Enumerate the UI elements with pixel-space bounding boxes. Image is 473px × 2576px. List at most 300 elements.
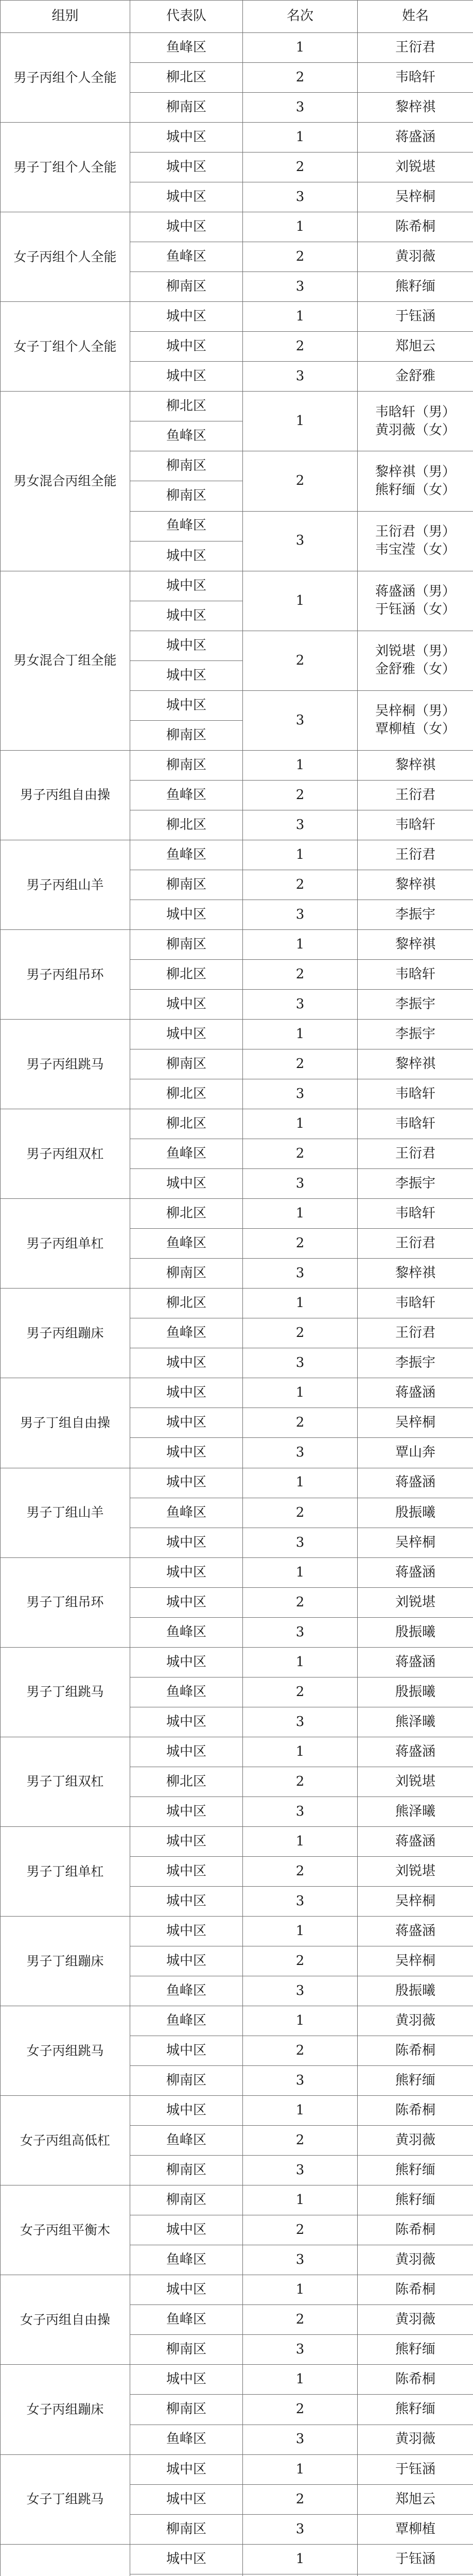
rank-cell: 3 [243,900,358,929]
team-cell: 城中区 [130,1528,243,1557]
athlete-name: 陈希桐 [395,2371,435,2387]
header-team: 代表队 [130,1,243,33]
rank-cell: 1 [243,2365,358,2395]
athlete-name: 陈希桐 [395,2222,435,2238]
rank-cell: 1 [243,929,358,959]
name-cell [358,2365,473,2395]
group-name: 男子丁组山羊 [1,1468,130,1557]
rank-cell: 3 [243,1079,358,1109]
athlete-name: 覃柳植 [395,2521,435,2537]
team-cell: 城中区 [130,1856,243,1886]
athlete-name: 王衍君 [395,39,435,55]
team-cell: 鱼峰区 [130,1139,243,1169]
athlete-name: 陈希桐 [395,2103,435,2119]
team-cell: 城中区 [130,1916,243,1946]
rank-cell: 1 [243,571,358,631]
rank-cell: 3 [243,690,358,750]
athlete-name: 黄羽薇 [395,2252,435,2268]
athlete-name: 韦宝滢（女） [375,542,456,558]
team-cell: 柳南区 [130,750,243,780]
name-cell [358,511,473,571]
team-cell: 柳北区 [130,63,243,93]
athlete-name: 蒋盛涵 [395,1654,435,1670]
team-cell: 鱼峰区 [130,1229,243,1259]
rank-cell: 2 [243,1677,358,1707]
rank-cell: 1 [243,1557,358,1587]
team-cell: 鱼峰区 [130,2425,243,2454]
rank-cell: 1 [243,2185,358,2215]
name-cell [358,631,473,690]
table-body [1,33,473,2576]
name-cell [358,929,473,959]
name-cell [358,1139,473,1169]
rank-cell: 3 [243,1886,358,1916]
table-row [1,840,473,870]
athlete-name: 于钰涵 [395,2461,435,2477]
rank-cell: 2 [243,959,358,989]
athlete-name: 刘锐堪 [395,1773,435,1789]
name-cell [358,571,473,631]
name-cell [358,1109,473,1139]
team-cell: 城中区 [130,1468,243,1498]
rank-cell: 2 [243,1498,358,1528]
team-cell: 柳南区 [130,451,243,481]
team-cell: 柳南区 [130,929,243,959]
name-cell [358,1408,473,1438]
rank-cell: 3 [243,511,358,571]
name-cell [358,392,473,451]
athlete-name: 王衍君 [395,787,435,803]
name-cell [358,332,473,362]
rank-cell: 2 [243,1587,358,1617]
group-name: 男子丙组跳马 [1,1020,130,1109]
name-cell [358,1856,473,1886]
team-cell: 城中区 [130,1707,243,1737]
team-cell: 城中区 [130,2544,243,2574]
name-cell [358,451,473,511]
group-name: 男子丁组自由操 [1,1378,130,1468]
header-row [1,1,473,33]
name-cell [358,123,473,152]
team-cell: 城中区 [130,1378,243,1408]
name-cell [358,2335,473,2365]
table-row [1,929,473,959]
athlete-name: 蒋盛涵 [395,1743,435,1759]
team-cell: 城中区 [130,1886,243,1916]
name-cell [358,750,473,780]
athlete-name: 黎梓祺 [395,876,435,892]
athlete-name: 于钰涵 [395,309,435,325]
athlete-name: 韦晗轩 [395,817,435,833]
athlete-name: 黄羽薇 [395,249,435,265]
athlete-name: 黄羽薇 [395,2431,435,2447]
table-row [1,1916,473,1946]
rank-cell: 3 [243,2425,358,2454]
rank-cell: 3 [243,2156,358,2185]
table-row [1,1826,473,1856]
team-cell: 柳南区 [130,1049,243,1079]
group-name: 男子丁组吊环 [1,1557,130,1647]
name-cell [358,870,473,900]
group-name: 女子丙组平衡木 [1,2185,130,2275]
table-row [1,2185,473,2215]
athlete-name: 吴梓桐 [395,1953,435,1969]
rank-cell: 2 [243,2036,358,2066]
athlete-name: 黄羽薇 [395,2132,435,2148]
athlete-name: 黄羽薇 [395,2312,435,2328]
name-cell [358,1677,473,1707]
name-cell [358,2185,473,2215]
athlete-name: 吴梓桐（男） [375,703,456,719]
rank-cell: 3 [243,1707,358,1737]
name-cell [358,2574,473,2576]
table-row [1,2096,473,2126]
table-row [1,212,473,242]
header-name: 姓名 [358,1,473,33]
athlete-name: 殷振曦 [395,1983,435,1998]
athlete-name: 黎梓祺 [395,99,435,115]
name-cell [358,1737,473,1767]
athlete-name: 黎梓祺 [395,757,435,773]
team-cell: 城中区 [130,2484,243,2514]
name-cell [358,1049,473,1079]
rank-cell: 2 [243,870,358,900]
name-cell [358,2395,473,2425]
athlete-name: 韦晗轩 [395,1116,435,1132]
team-cell: 城中区 [130,2036,243,2066]
team-cell: 柳北区 [130,392,243,421]
athlete-name: 韦晗轩 [395,70,435,85]
athlete-name: 郑旭云 [395,2491,435,2507]
team-cell: 柳北区 [130,810,243,840]
team-cell [130,2574,243,2576]
athlete-name: 黎梓祺（男） [375,464,456,480]
team-cell: 柳南区 [130,481,243,511]
athlete-name: 于钰涵（女） [375,602,456,618]
athlete-name: 吴梓桐 [395,1534,435,1550]
group-name: 男子丙组自由操 [1,750,130,840]
athlete-name: 陈希桐 [395,2043,435,2059]
rank-cell: 2 [243,451,358,511]
table-row [1,750,473,780]
table-row [1,1378,473,1408]
rank-cell: 3 [243,1797,358,1826]
name-cell [358,1587,473,1617]
team-cell: 城中区 [130,1587,243,1617]
rank-cell: 2 [243,1139,358,1169]
rank-cell: 2 [243,152,358,182]
group-name: 男子丙组双杠 [1,1109,130,1199]
table-row [1,2006,473,2036]
athlete-name: 熊籽缅 [395,2192,435,2208]
name-cell [358,1916,473,1946]
name-cell [358,1169,473,1199]
rank-cell: 1 [243,1289,358,1318]
team-cell: 柳南区 [130,2156,243,2185]
group-name: 女子丙组高低杠 [1,2096,130,2185]
name-cell [358,1886,473,1916]
athlete-name: 熊籽缅（女） [375,482,456,498]
athlete-name: 韦晗轩（男） [375,404,456,420]
name-cell [358,2514,473,2544]
name-cell [358,1438,473,1468]
name-cell [358,1826,473,1856]
rank-cell: 3 [243,182,358,212]
rank-cell: 2 [243,1767,358,1797]
athlete-name: 韦晗轩 [395,1206,435,1222]
group-name: 男女混合丙组全能 [1,392,130,571]
team-cell: 城中区 [130,1647,243,1677]
rank-cell: 2 [243,2395,358,2425]
athlete-name: 黄羽薇（女） [375,422,456,438]
name-cell [358,1468,473,1498]
team-cell: 城中区 [130,1737,243,1767]
team-cell: 鱼峰区 [130,1677,243,1707]
rank-cell: 2 [243,1946,358,1976]
team-cell: 城中区 [130,302,243,332]
team-cell: 城中区 [130,2275,243,2305]
name-cell [358,1259,473,1289]
name-cell [358,990,473,1020]
name-cell [358,1199,473,1229]
group-name [1,2544,130,2576]
name-cell [358,2096,473,2126]
team-cell: 柳南区 [130,2066,243,2096]
rank-cell: 1 [243,1647,358,1677]
table-row [1,2544,473,2574]
rank-cell [243,2574,358,2576]
athlete-name: 刘锐堪 [395,159,435,175]
table-row [1,1109,473,1139]
name-cell [358,1079,473,1109]
name-cell [358,212,473,242]
rank-cell: 3 [243,362,358,392]
team-cell: 城中区 [130,2096,243,2126]
team-cell: 鱼峰区 [130,2245,243,2275]
name-cell [358,780,473,810]
rank-cell: 3 [243,93,358,123]
team-cell: 柳南区 [130,272,243,302]
athlete-name: 吴梓桐 [395,1415,435,1431]
athlete-name: 韦晗轩 [395,1086,435,1102]
rank-cell: 3 [243,1348,358,1378]
team-cell: 鱼峰区 [130,1498,243,1528]
team-cell: 城中区 [130,660,243,690]
athlete-name: 陈希桐 [395,219,435,235]
table-row [1,1737,473,1767]
team-cell: 鱼峰区 [130,242,243,272]
table-row [1,2365,473,2395]
name-cell [358,152,473,182]
athlete-name: 王衍君（男） [375,523,456,539]
athlete-name: 熊籽缅 [395,2162,435,2178]
team-cell: 城中区 [130,2365,243,2395]
table-row [1,571,473,601]
athlete-name: 熊籽缅 [395,2401,435,2417]
rank-cell: 2 [243,631,358,690]
name-cell [358,2006,473,2036]
table-row [1,2275,473,2305]
team-cell: 鱼峰区 [130,511,243,541]
name-cell [358,1229,473,1259]
athlete-name: 蒋盛涵（男） [375,584,456,599]
group-name: 女子丙组蹦床 [1,2365,130,2454]
team-cell: 城中区 [130,1408,243,1438]
athlete-name: 吴梓桐 [395,1893,435,1909]
athlete-name: 王衍君 [395,846,435,862]
team-cell: 柳南区 [130,870,243,900]
athlete-name: 蒋盛涵 [395,1833,435,1849]
athlete-name: 殷振曦 [395,1624,435,1640]
athlete-name: 王衍君 [395,1235,435,1251]
team-cell: 城中区 [130,690,243,720]
team-cell: 城中区 [130,362,243,392]
team-cell: 柳北区 [130,959,243,989]
team-cell: 城中区 [130,182,243,212]
rank-cell: 3 [243,272,358,302]
rank-cell: 1 [243,1020,358,1049]
group-name: 男子丙组山羊 [1,840,130,929]
name-cell [358,2425,473,2454]
name-cell [358,1647,473,1677]
table-row [1,33,473,63]
athlete-name: 蒋盛涵 [395,1385,435,1401]
rank-cell: 3 [243,810,358,840]
table-row [1,1647,473,1677]
athlete-name: 黎梓祺 [395,1265,435,1281]
name-cell [358,1557,473,1587]
name-cell [358,1528,473,1557]
rank-cell: 3 [243,2066,358,2096]
rank-cell: 1 [243,1199,358,1229]
name-cell [358,2305,473,2335]
group-name: 男子丁组个人全能 [1,123,130,212]
rank-cell: 1 [243,1109,358,1139]
athlete-name: 李振宇 [395,1355,435,1371]
rank-cell: 3 [243,1259,358,1289]
team-cell: 鱼峰区 [130,2006,243,2036]
rank-cell: 1 [243,2454,358,2484]
athlete-name: 王衍君 [395,1146,435,1162]
name-cell [358,959,473,989]
team-cell: 城中区 [130,1826,243,1856]
name-cell [358,1617,473,1647]
group-name: 男子丁组蹦床 [1,1916,130,2006]
rank-cell: 3 [243,1169,358,1199]
rank-cell: 1 [243,2096,358,2126]
athlete-name: 李振宇 [395,1026,435,1042]
rank-cell: 3 [243,1438,358,1468]
athlete-name: 殷振曦 [395,1684,435,1700]
table-row [1,123,473,152]
team-cell: 柳南区 [130,93,243,123]
name-cell [358,690,473,750]
team-cell: 鱼峰区 [130,1617,243,1647]
name-cell [358,242,473,272]
team-cell: 城中区 [130,601,243,631]
rank-cell: 3 [243,1976,358,2006]
athlete-name: 李振宇 [395,1176,435,1192]
athlete-name: 金舒雅 [395,368,435,384]
rank-cell: 3 [243,1528,358,1557]
name-cell [358,1289,473,1318]
group-name: 男子丙组吊环 [1,929,130,1019]
athlete-name: 黎梓祺 [395,936,435,952]
table-row [1,1199,473,1229]
name-cell [358,33,473,63]
rank-cell: 2 [243,780,358,810]
name-cell [358,362,473,392]
table-row [1,2454,473,2484]
team-cell: 城中区 [130,1797,243,1826]
group-name: 男子丁组双杠 [1,1737,130,1826]
group-name: 女子丙组个人全能 [1,212,130,302]
team-cell: 城中区 [130,332,243,362]
team-cell: 鱼峰区 [130,2305,243,2335]
athlete-name: 熊泽曦 [395,1714,435,1730]
name-cell [358,1767,473,1797]
rank-cell: 2 [243,63,358,93]
team-cell: 鱼峰区 [130,840,243,870]
team-cell: 城中区 [130,1557,243,1587]
header-group: 组别 [1,1,130,33]
rank-cell: 3 [243,2335,358,2365]
group-name: 女子丙组自由操 [1,2275,130,2365]
team-cell: 柳南区 [130,2514,243,2544]
name-cell [358,1318,473,1348]
team-cell: 柳北区 [130,1199,243,1229]
name-cell [358,63,473,93]
rank-cell: 1 [243,1468,358,1498]
athlete-name: 韦晗轩 [395,966,435,982]
rank-cell: 2 [243,1856,358,1886]
name-cell [358,2156,473,2185]
team-cell: 柳北区 [130,1289,243,1318]
team-cell: 城中区 [130,152,243,182]
name-cell [358,2484,473,2514]
athlete-name: 吴梓桐 [395,189,435,205]
team-cell: 城中区 [130,2215,243,2245]
name-cell [358,302,473,332]
team-cell: 城中区 [130,990,243,1020]
table-row [1,1468,473,1498]
athlete-name: 熊籽缅 [395,2342,435,2358]
rank-cell: 1 [243,2275,358,2305]
rank-cell: 2 [243,2126,358,2156]
name-cell [358,2126,473,2156]
table-row [1,1289,473,1318]
team-cell: 柳北区 [130,1079,243,1109]
name-cell [358,1707,473,1737]
team-cell: 城中区 [130,1438,243,1468]
rank-cell: 1 [243,1826,358,1856]
name-cell [358,1797,473,1826]
rank-cell: 1 [243,1378,358,1408]
athlete-name: 覃柳植（女） [375,721,456,737]
rank-cell: 3 [243,990,358,1020]
name-cell [358,840,473,870]
name-cell [358,2245,473,2275]
team-cell: 柳北区 [130,1109,243,1139]
name-cell [358,2036,473,2066]
rank-cell: 2 [243,1408,358,1438]
team-cell: 柳南区 [130,1259,243,1289]
rank-cell: 2 [243,1229,358,1259]
name-cell [358,900,473,929]
team-cell: 柳南区 [130,720,243,750]
header-rank: 名次 [243,1,358,33]
team-cell: 城中区 [130,631,243,660]
